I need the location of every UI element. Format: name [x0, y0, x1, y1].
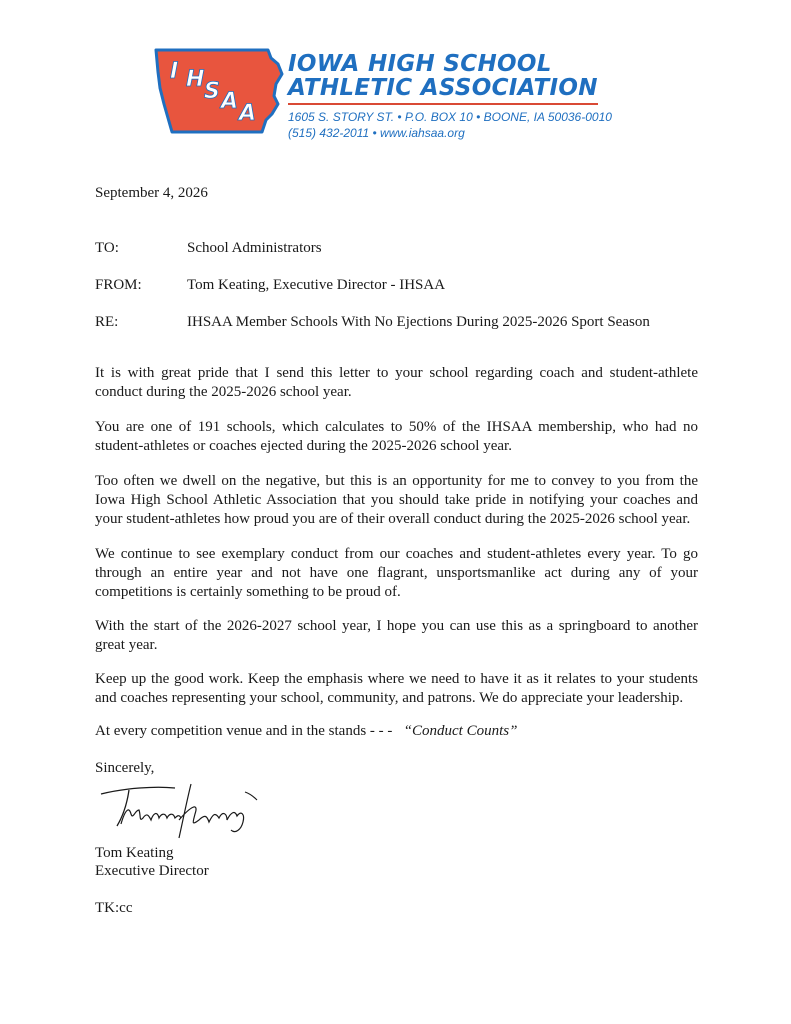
memo-from-value: Tom Keating, Executive Director - IHSAA — [187, 277, 446, 293]
letterhead — [288, 51, 612, 141]
ihsaa-logo — [150, 44, 285, 139]
signer-name: Tom Keating — [95, 845, 174, 861]
body-paragraph-5: With the start of the 2026-2027 school year, I hope you can use this as a springboard to another great year. — [95, 618, 698, 653]
body-paragraph-6: Keep up the good work. Keep the emphasis where we need to have it as it relates to your students and coaches representing your school, community, and patrons. We do appreciate your leadership. — [95, 671, 698, 706]
closing-line-text: At every competition venue and in the stands - - - — [95, 723, 393, 739]
letterhead-divider — [288, 103, 598, 105]
body-paragraph-4: We continue to see exemplary conduct from our coaches and student-athletes every year. To go through an entire year and not have one flagrant, unsportsmanlike act during any of your competitions is certainly something to be proud of. — [95, 546, 698, 600]
org-name-line1: IOWA HIGH SCHOOL — [288, 51, 552, 77]
logo-letter-a2: A — [239, 101, 257, 126]
closing-line — [95, 722, 698, 741]
memo-re-value: IHSAA Member Schools With No Ejections During 2025-2026 Sport Season — [187, 314, 650, 330]
closing-quote: “Conduct Counts” — [403, 723, 518, 739]
org-address: 1605 S. STORY ST. • P.O. BOX 10 • BOONE, IA 50036-0010 — [288, 110, 612, 124]
org-contact — [288, 125, 608, 141]
body-paragraph-1: It is with great pride that I send this letter to your school regarding coach and student-athlete conduct during the 2025-2026 school year. — [95, 365, 698, 400]
memo-from-label: FROM: — [95, 277, 142, 293]
memo-re-label: RE: — [95, 314, 119, 330]
logo-letter-a1: A — [221, 89, 239, 114]
logo-letter-i: I — [170, 59, 179, 84]
org-name-line2: ATHLETIC ASSOCIATION — [288, 75, 598, 101]
signer-title: Executive Director — [95, 863, 209, 879]
handwritten-signature — [95, 780, 260, 840]
body-paragraph-3: Too often we dwell on the negative, but this is an opportunity for me to convey to you from the Iowa High School Athletic Association that you should take pride in notifying your coaches and your student-athletes how proud you are of their overall conduct during the 2025-2026 school year. — [95, 473, 698, 527]
salutation: Sincerely, — [95, 760, 155, 776]
body-paragraph-2: You are one of 191 schools, which calculates to 50% of the IHSAA membership, who had no student-athletes or coaches ejected during the 2025-2026 school year. — [95, 419, 698, 454]
memo-to-label: TO: — [95, 240, 119, 256]
logo-letter-s: S — [204, 79, 220, 104]
org-contact-text: (515) 432-2011 • www.iahsaa.org — [288, 126, 465, 140]
initials: TK:cc — [95, 900, 133, 916]
memo-to-value: School Administrators — [187, 240, 322, 256]
letter-date: September 4, 2026 — [95, 185, 208, 201]
logo-letter-h: H — [186, 67, 205, 92]
